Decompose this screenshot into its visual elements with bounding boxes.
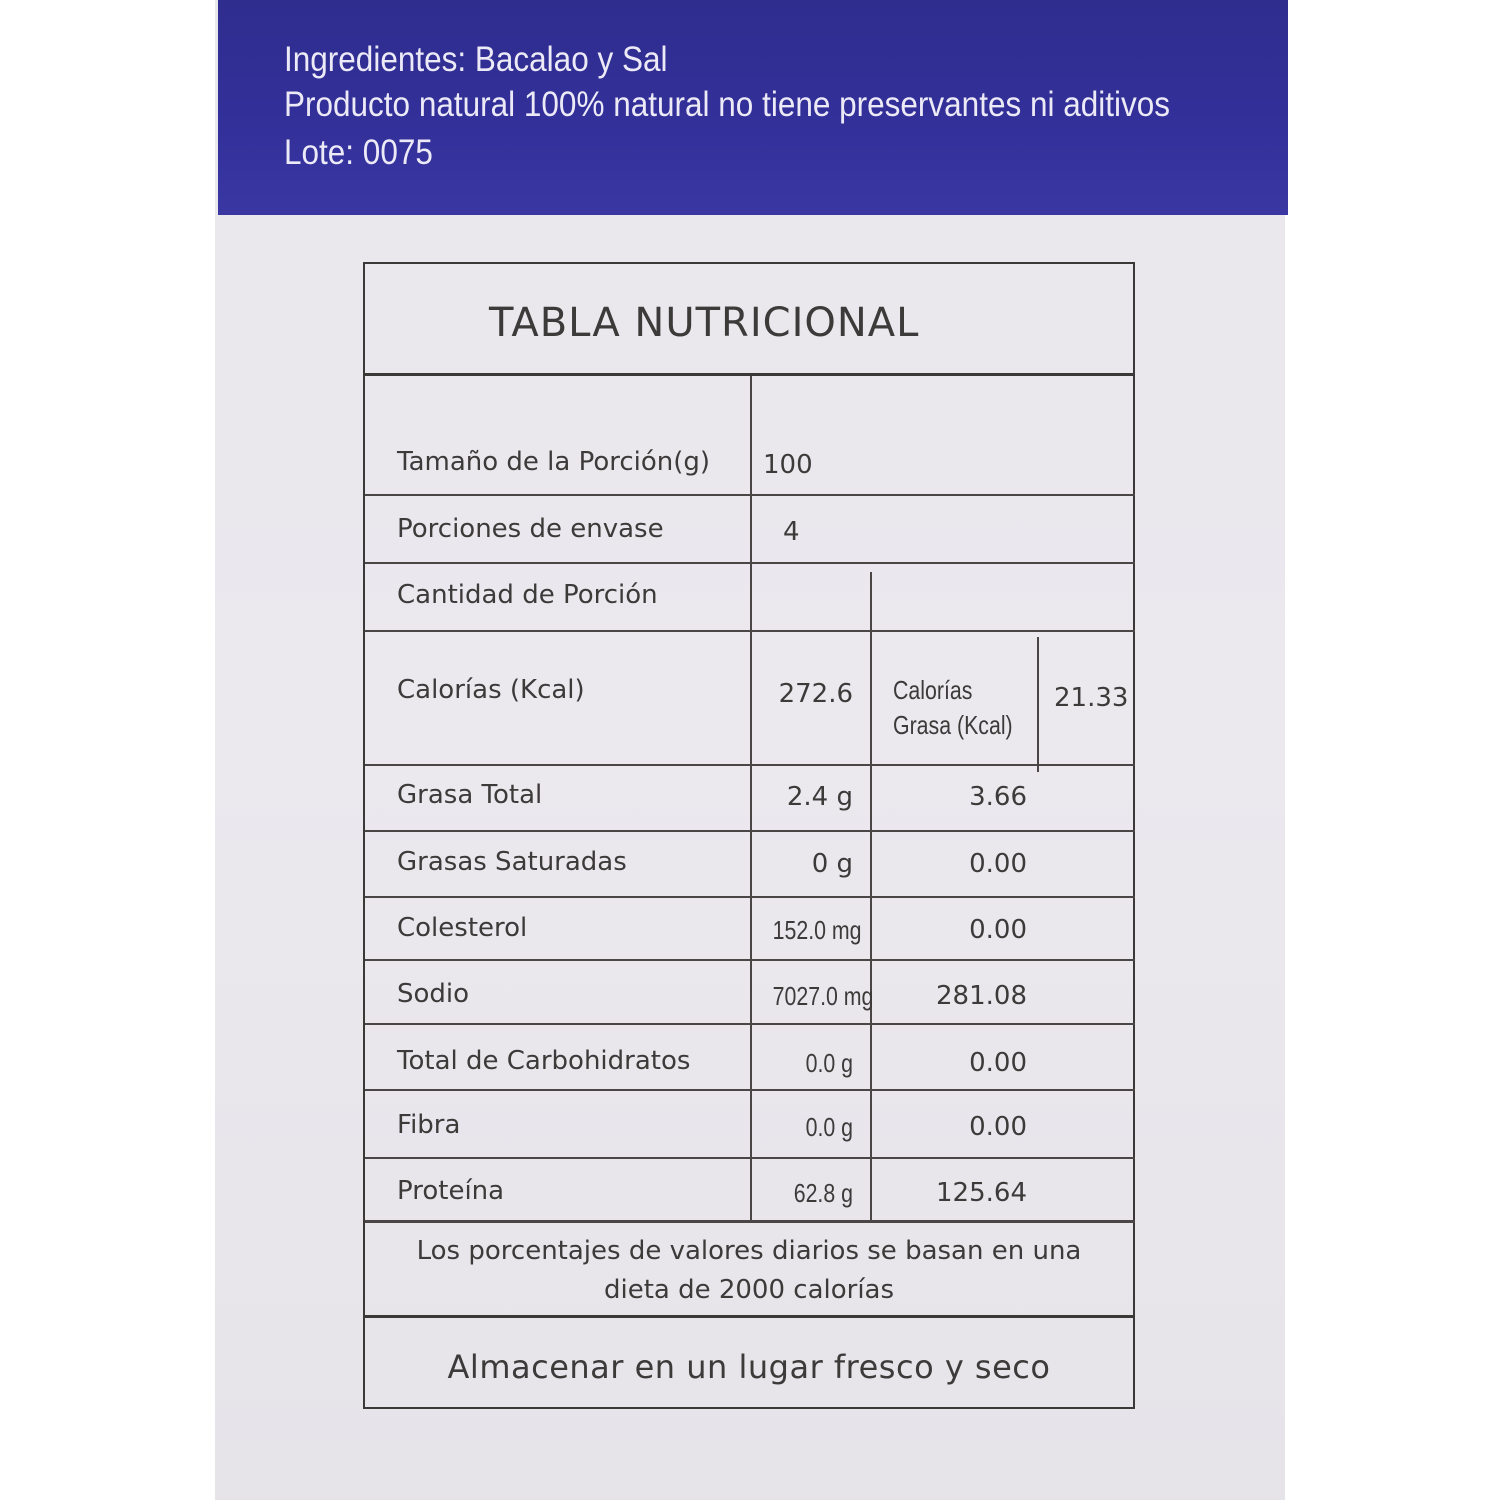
nutrient-percent: 0.00	[969, 1112, 1027, 1142]
nutrient-name: Sodio	[397, 979, 470, 1009]
storage-instructions: Almacenar en un lugar fresco y seco	[365, 1315, 1133, 1409]
nutrient-amount: 0.0 g	[805, 1048, 853, 1078]
nutrient-amount: 0.0 g	[805, 1112, 853, 1142]
nutrient-percent: 3.66	[969, 782, 1027, 812]
nutrition-table	[363, 262, 1135, 1409]
divider	[365, 562, 1135, 564]
fat-calories-value: 21.33	[1054, 683, 1129, 713]
nutrient-percent: 0.00	[969, 1048, 1027, 1078]
nutrient-name: Colesterol	[397, 913, 528, 943]
table-title: TABLA NUTRICIONAL	[365, 264, 1133, 376]
fat-calories-label-2: Grasa (Kcal)	[893, 710, 1013, 740]
divider	[365, 830, 1135, 832]
nutrient-name: Fibra	[397, 1110, 461, 1140]
nutrient-amount: 7027.0 mg	[772, 981, 874, 1011]
nutrient-amount: 0 g	[811, 849, 853, 879]
lot-number: Lote: 0075	[284, 133, 433, 172]
servings-value: 4	[783, 517, 800, 547]
divider	[365, 1023, 1135, 1025]
divider	[365, 1157, 1135, 1159]
divider	[750, 376, 752, 1222]
nutrient-name: Grasas Saturadas	[397, 847, 627, 877]
divider	[365, 630, 1135, 632]
ingredients-band	[218, 0, 1288, 215]
nutrient-amount: 152.0 mg	[772, 915, 862, 945]
nutrient-percent: 0.00	[969, 849, 1027, 879]
nutrient-amount: 2.4 g	[786, 782, 853, 812]
calories-value: 272.6	[778, 679, 853, 709]
nutrient-percent: 125.64	[936, 1178, 1027, 1208]
divider	[365, 494, 1135, 496]
divider	[365, 1089, 1135, 1091]
fat-calories-label: Calorías	[893, 675, 973, 705]
daily-value-note: Los porcentajes de valores diarios se basan en una dieta de 2000 calorías	[416, 1236, 1082, 1305]
nutrient-amount: 62.8 g	[793, 1178, 853, 1208]
calories-label: Calorías (Kcal)	[397, 675, 585, 705]
nutrient-name: Grasa Total	[397, 780, 543, 810]
ingredients-text: Ingredientes: Bacalao y Sal	[284, 40, 668, 79]
divider	[365, 764, 1135, 766]
nutrient-name: Proteína	[397, 1176, 505, 1206]
nutrient-percent: 0.00	[969, 915, 1027, 945]
nutrient-percent: 281.08	[936, 981, 1027, 1011]
natural-product-text: Producto natural 100% natural no tiene preservantes ni aditivos	[284, 85, 1171, 124]
servings-label: Porciones de envase	[397, 514, 664, 544]
nutrient-name: Total de Carbohidratos	[397, 1046, 691, 1076]
amount-per-serving-label: Cantidad de Porción	[397, 580, 658, 610]
serving-size-value: 100	[763, 450, 813, 480]
serving-size-label: Tamaño de la Porción(g)	[397, 447, 711, 477]
divider	[365, 896, 1135, 898]
divider	[365, 959, 1135, 961]
divider	[1037, 637, 1039, 772]
